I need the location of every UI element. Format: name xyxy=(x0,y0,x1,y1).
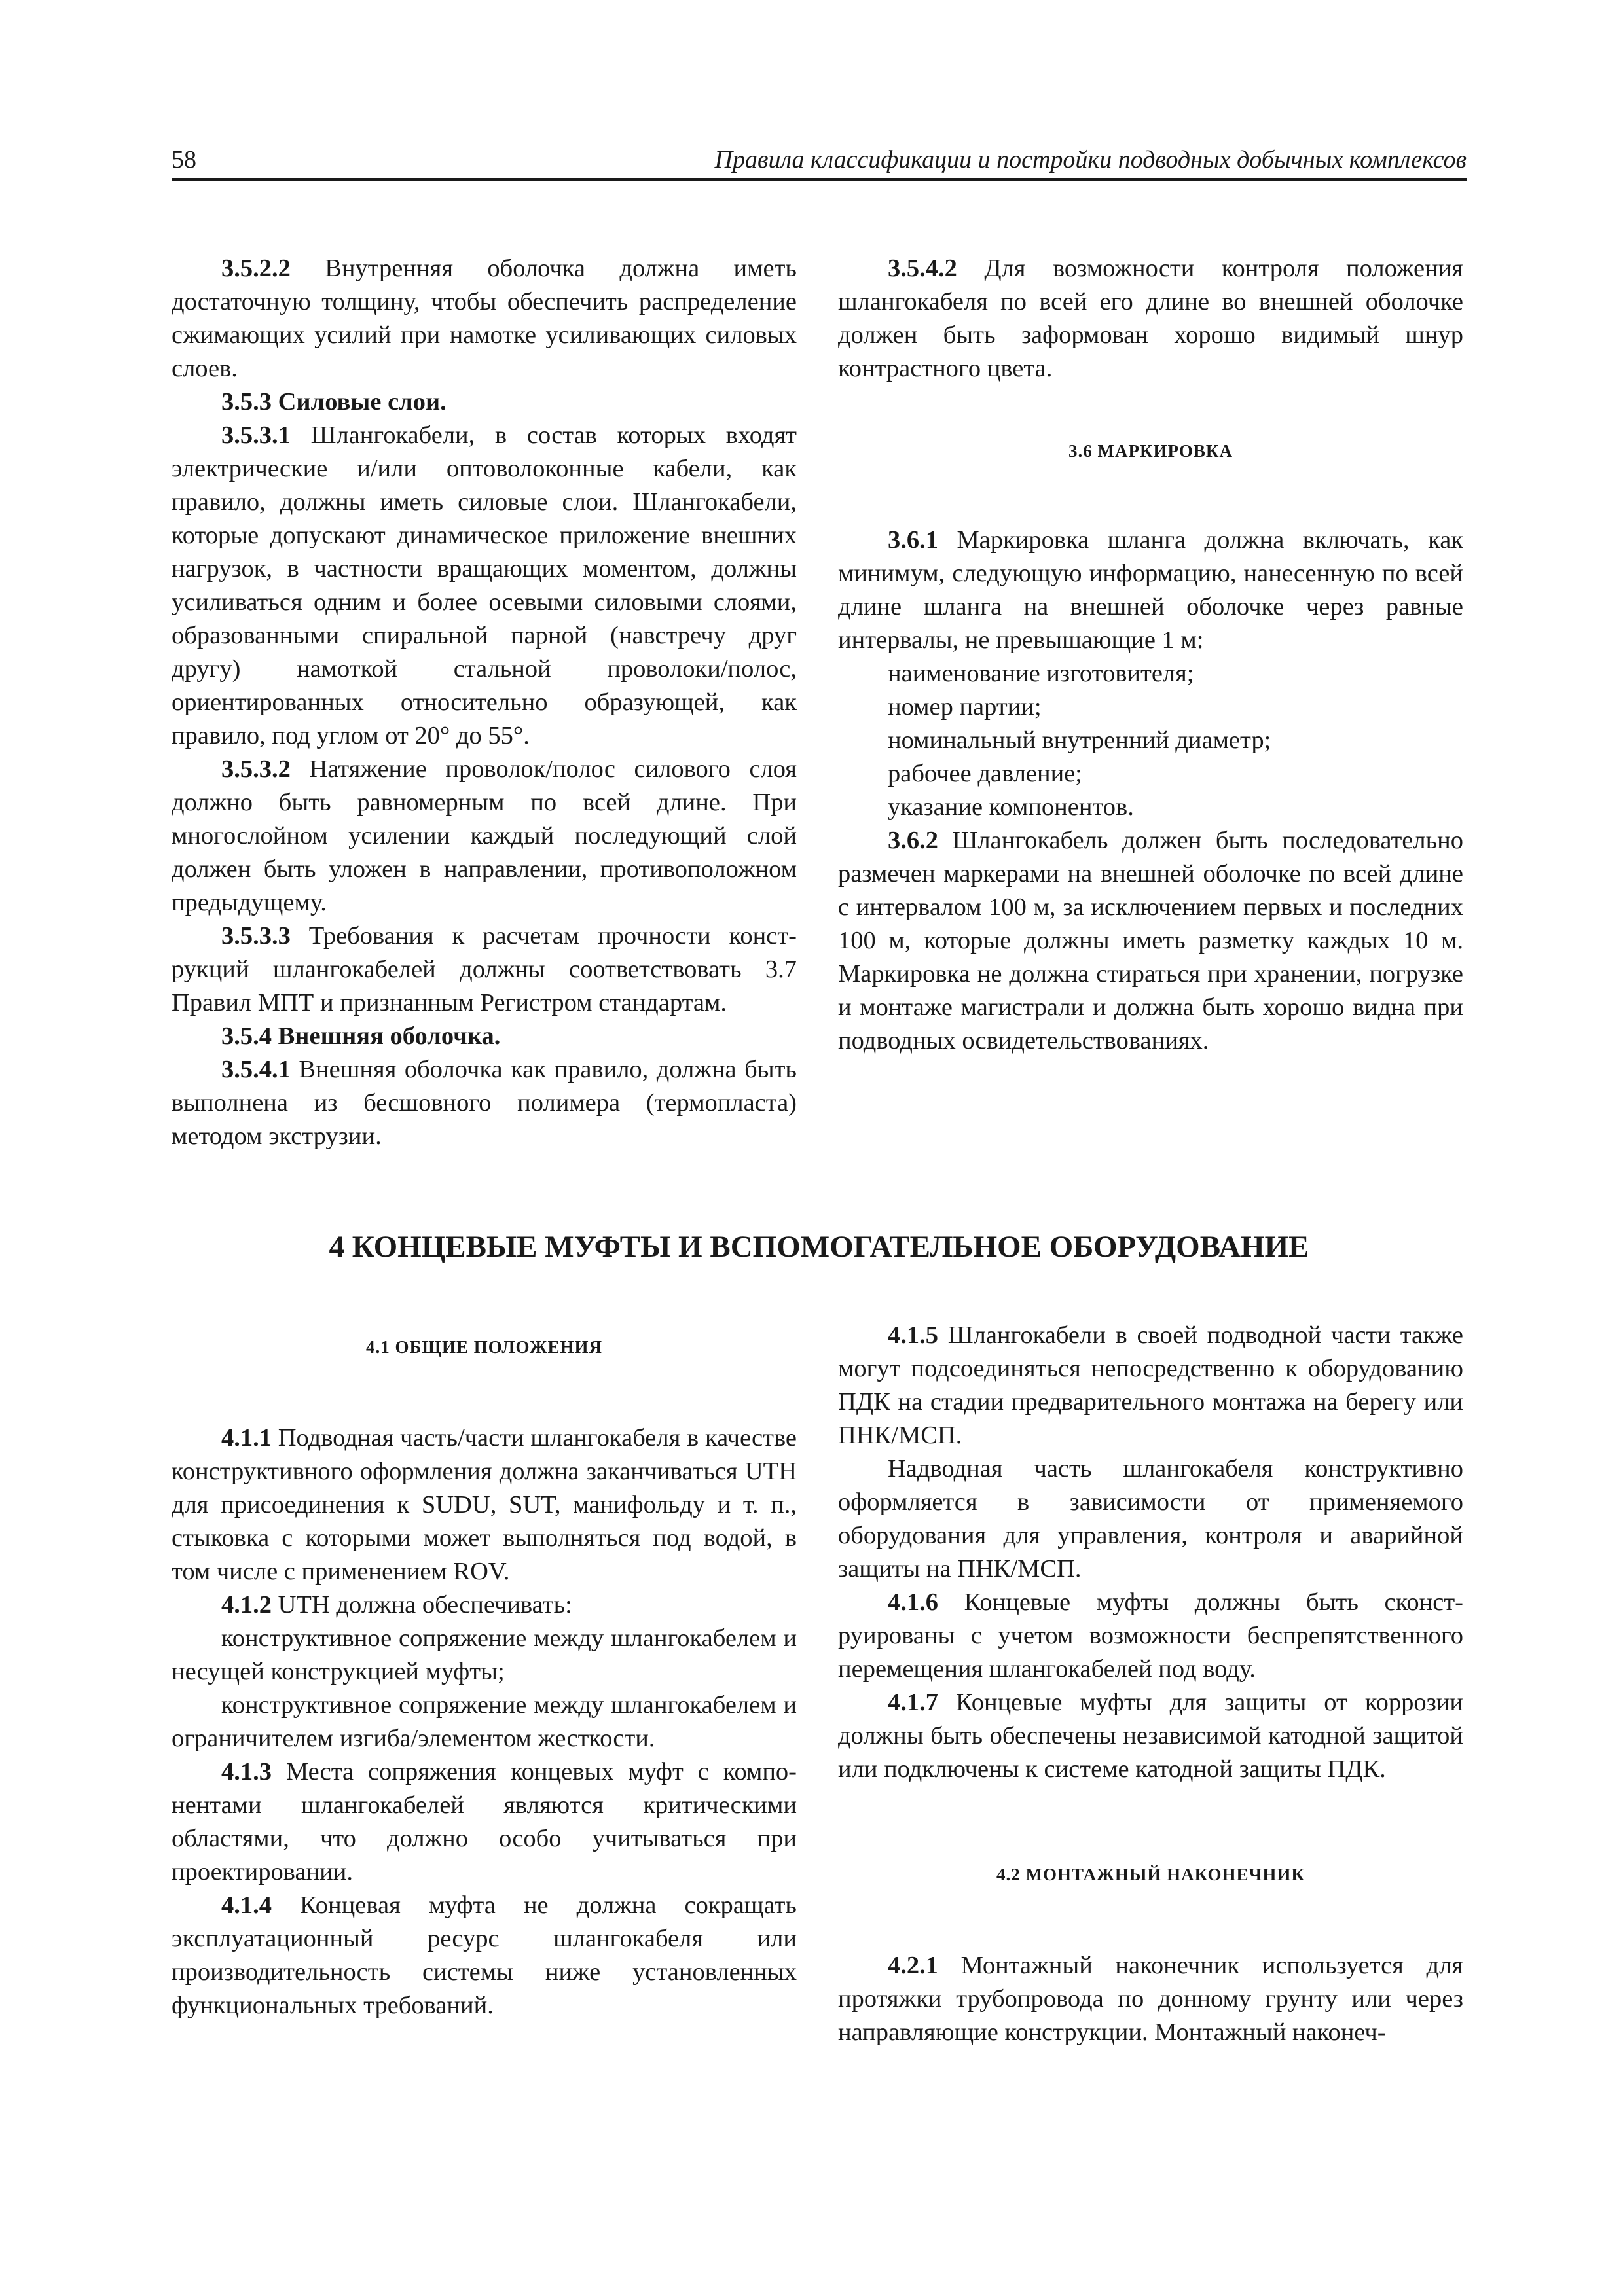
paragraph-3-5-2-2: 3.5.2.2 Внутренняя оболочка должна иметь достаточную толщину, чтобы обеспечить распределение сжимающих усилий при намотке усиливающих силовых слоев. xyxy=(172,255,797,382)
page-header xyxy=(172,140,1467,179)
list-item: наименование изготовителя; xyxy=(888,660,1194,687)
list-item: конструктивное сопряжение между шлангокабелем и несущей конструкцией муфты; xyxy=(172,1624,797,1685)
paragraph-3-5-3-3: 3.5.3.3 Требования к расчетам прочности конструкций шлангокабелей должны соответствовать 3.7 Правил МПТ и признанным Регистром стандартам. xyxy=(172,922,797,1016)
paragraph-3-5-3-1: 3.5.3.1 Шлангокабели, в состав которых входят электрические и/или оптоволоконные кабели, как правило, должны иметь силовые слои. Шлангокабели, которые допускают динамическое приложение внешних нагрузок, в частности вращающих моментом, должны усиливаться одним и более осевыми силовыми слоями, образованными спиральной парной (навстречу друг другу) намоткой стальной проволоки/полос, ориентированных относительно образующей, как правило, под углом от 20° до 55°. xyxy=(172,422,797,749)
column-bottom-left xyxy=(172,1319,797,2022)
column-top-right xyxy=(838,252,1463,1058)
list-item: номер партии; xyxy=(888,693,1042,721)
chapter-title: 4 КОНЦЕВЫЕ МУФТЫ И ВСПОМОГАТЕЛЬНОЕ ОБОРУДОВАНИЕ xyxy=(329,1230,1309,1264)
list-item: указание компонентов. xyxy=(888,793,1134,821)
paragraph-3-5-4-2: 3.5.4.2 Для возможности контроля положения шлангокабеля по всей его длине во внешней оболочке должен быть заформован хорошо видимый шнур контрастного цвета. xyxy=(838,255,1463,382)
heading-3-5-3: 3.5.3 Силовые слои. xyxy=(221,388,447,416)
paragraph-4-1-6: 4.1.6 Концевые муфты должны быть сконструированы с учетом возможности беспрепятственного перемещения шлангокабелей под воду. xyxy=(838,1588,1463,1683)
page-number: 58 xyxy=(172,146,196,173)
paragraph-4-1-2: 4.1.2 UTH должна обеспечивать: xyxy=(221,1591,572,1619)
paragraph-3-5-3-2: 3.5.3.2 Натяжение проволок/полос силового слоя должно быть равномерным по всей длине. При многослойном усилении каждый последующий слой должен быть уложен в направлении, противоположном предыдущему. xyxy=(172,755,797,916)
running-title: Правила классификации и постройки подводных добычных комплексов xyxy=(714,146,1467,173)
column-top-left xyxy=(172,252,797,1153)
list-item: номинальный внутренний диаметр; xyxy=(888,726,1271,754)
section-heading-4-2: 4.2 МОНТАЖНЫЙ НАКОНЕЧНИК xyxy=(996,1865,1305,1884)
paragraph-4-2-1: 4.2.1 Монтажный наконечник используется для протяжки трубопровода по донному грунту или через направляющие конструкции. Монтажный наконеч- xyxy=(838,1952,1463,2046)
paragraph-4-1-5: 4.1.5 Шлангокабели в своей подводной части также могут подсоединяться непосредственно к оборудованию ПДК на стадии предварительного монтажа на берегу или ПНК/МСП. xyxy=(838,1321,1463,1449)
header-rule xyxy=(172,178,1467,181)
heading-3-5-4: 3.5.4 Внешняя оболочка. xyxy=(221,1022,501,1050)
paragraph-4-1-1: 4.1.1 Подводная часть/части шлангокабеля в качестве конструктивного оформления должна заканчиваться UTH для присоединения к SUDU, SUT, манифольду и т. п., стыковка с которыми может выполняться под водой, в том числе с применением ROV. xyxy=(172,1424,797,1585)
list-item: конструктивное сопряжение между шлангокабелем и ограничителем изгиба/элементом жесткости. xyxy=(172,1691,797,1752)
paragraph-4-1-7: 4.1.7 Концевые муфты для защиты от коррозии должны быть обеспечены независимой катодной защитой или подключены к системе катодной защиты ПДК. xyxy=(838,1689,1463,1783)
paragraph-3-6-2: 3.6.2 Шлангокабель должен быть последовательно размечен маркерами на внешней оболочке по всей длине с интервалом 100 м, за исключением первых и последних 100 м, которые должны иметь разметку каждых 10 м. Маркировка не должна стираться при хранении, погрузке и монтаже магистрали и должна быть хорошо видна при подводных освидетельствованиях. xyxy=(838,827,1463,1054)
paragraph-4-1-4: 4.1.4 Концевая муфта не должна сокращать эксплуатационный ресурс шлангокабеля или производительность системы ниже установленных функциональных требований. xyxy=(172,1892,797,2019)
section-heading-3-6: 3.6 МАРКИРОВКА xyxy=(1068,441,1233,461)
column-bottom-right xyxy=(838,1319,1463,2049)
section-heading-4-1: 4.1 ОБЩИЕ ПОЛОЖЕНИЯ xyxy=(365,1337,603,1357)
paragraph-surface-part: Надводная часть шлангокабеля конструктивно оформляется в зависимости от применяемого оборудования для управления, контроля и аварийной защиты на ПНК/МСП. xyxy=(838,1455,1463,1583)
paragraph-4-1-3: 4.1.3 Места сопряжения концевых муфт с компонентами шлангокабелей являются критическими областями, что должно особо учитываться при проектировании. xyxy=(172,1758,797,1886)
list-item: рабочее давление; xyxy=(888,760,1082,787)
paragraph-3-6-1: 3.6.1 Маркировка шланга должна включать, как минимум, следующую информацию, нанесенную по всей длине шланга на внешней оболочке через равные интервалы, не превышающие 1 м: xyxy=(838,526,1463,654)
paragraph-3-5-4-1: 3.5.4.1 Внешняя оболочка как правило, должна быть выполнена из бесшовного полимера (термопласта) методом экструзии. xyxy=(172,1056,797,1150)
